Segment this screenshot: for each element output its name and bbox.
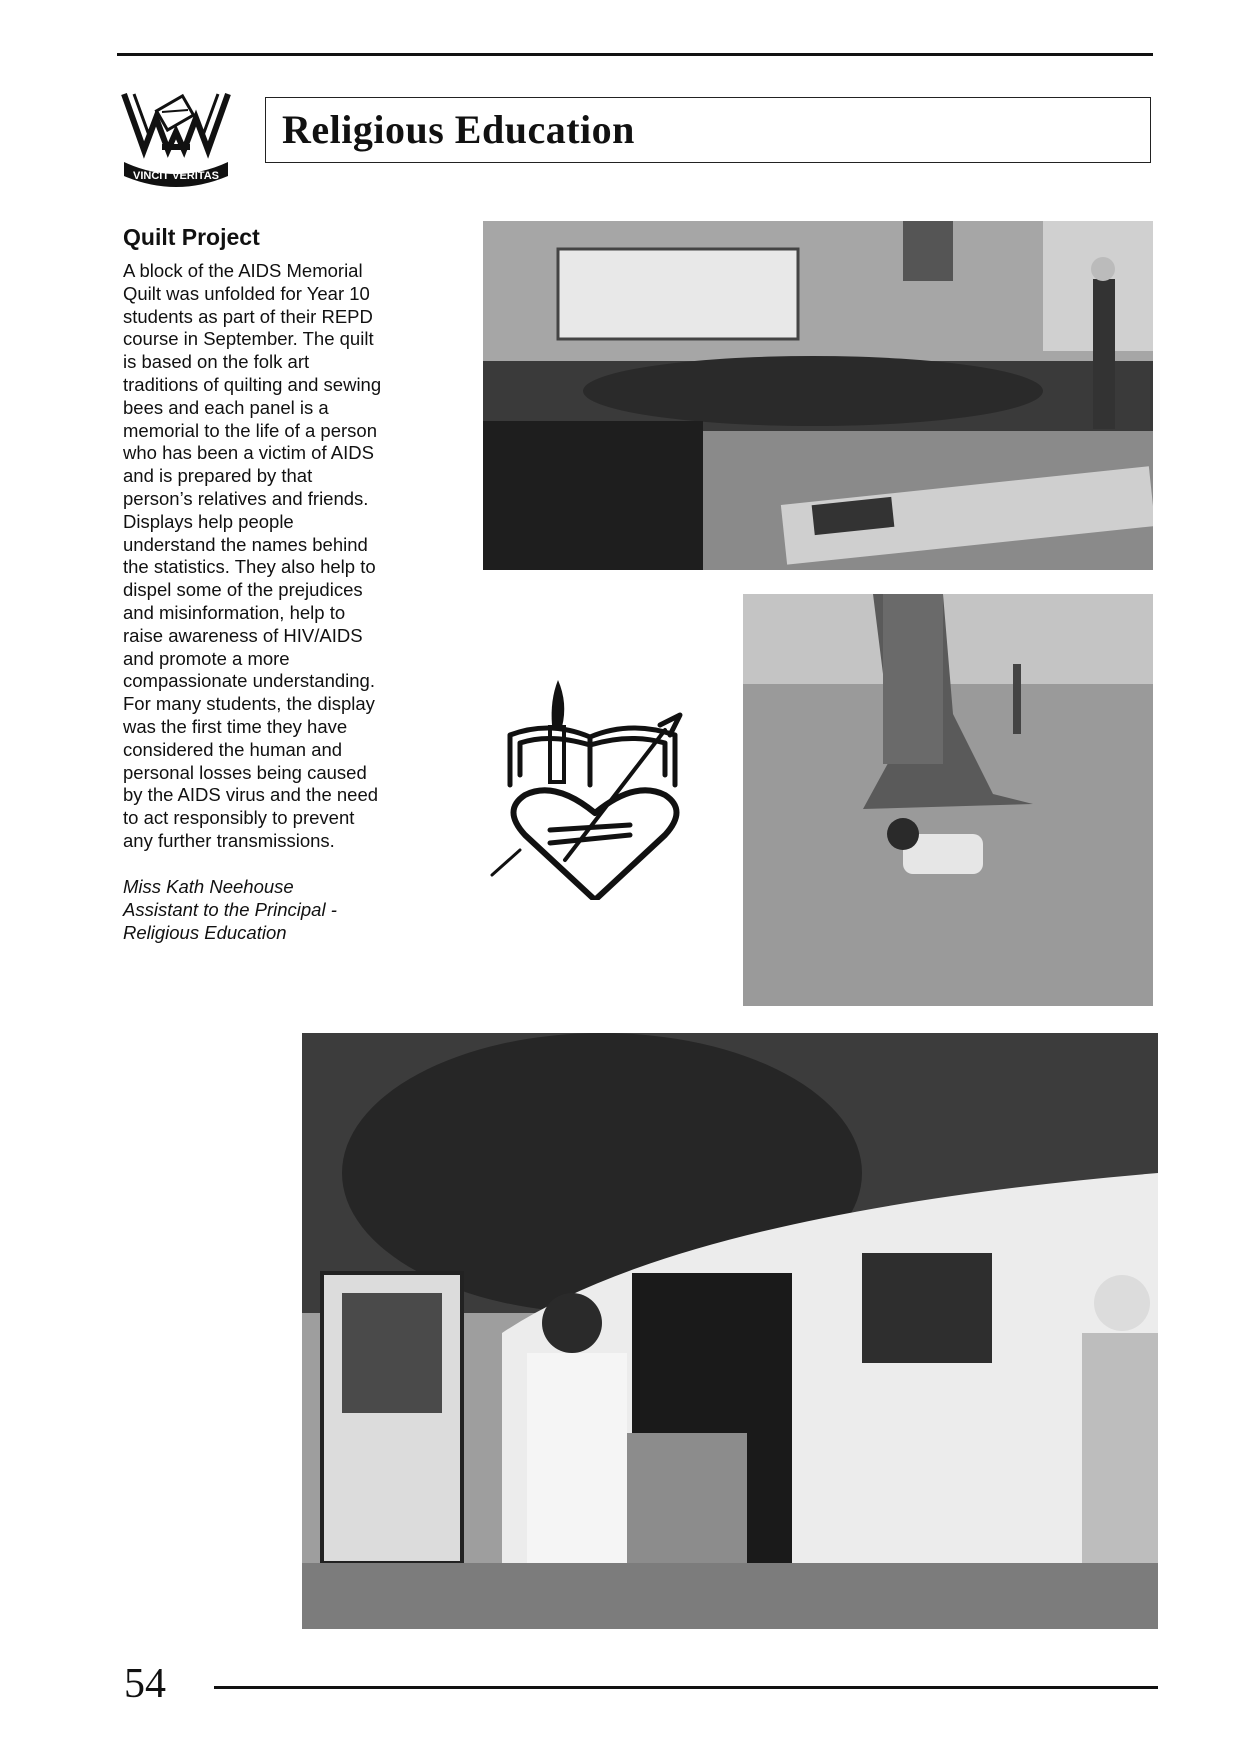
- van-loading-photo: [302, 1033, 1158, 1629]
- student-under-tree-photo: [743, 594, 1153, 1006]
- article-body: A block of the AIDS Memorial Quilt was unfolded for Year 10 students as part of their REPD course in September. The quilt is based on the folk art traditions of quilting and sewing bees and each panel is a memorial to the life of a person who has been a victim of AIDS and is prepared by that person’s relatives and friends. Displays help people understand the names behind the statistics. They also help to dispel some of the prejudices and misinformation, help to raise awareness of HIV/AIDS and promote a more compassionate understanding. For many students, the display was the first time they have considered the human and personal losses being caused by the AIDS virus and the need to act responsibly to prevent any further transmissions.: [123, 260, 382, 851]
- classroom-quilt-photo: [483, 221, 1153, 570]
- article-signature: Miss Kath Neehouse Assistant to the Principal - Religious Education: [123, 876, 337, 943]
- article-heading: Quilt Project: [123, 224, 260, 250]
- crest-motto: VINCIT VERITAS: [133, 170, 219, 182]
- page-title: Religious Education: [282, 107, 635, 152]
- school-crest-icon: [120, 88, 232, 194]
- top-rule: [117, 53, 1153, 56]
- bottom-rule: [214, 1686, 1158, 1689]
- page-number: 54: [124, 1661, 166, 1707]
- title-box: [265, 97, 1151, 163]
- sacred-heart-book-emblem-icon: [490, 675, 700, 900]
